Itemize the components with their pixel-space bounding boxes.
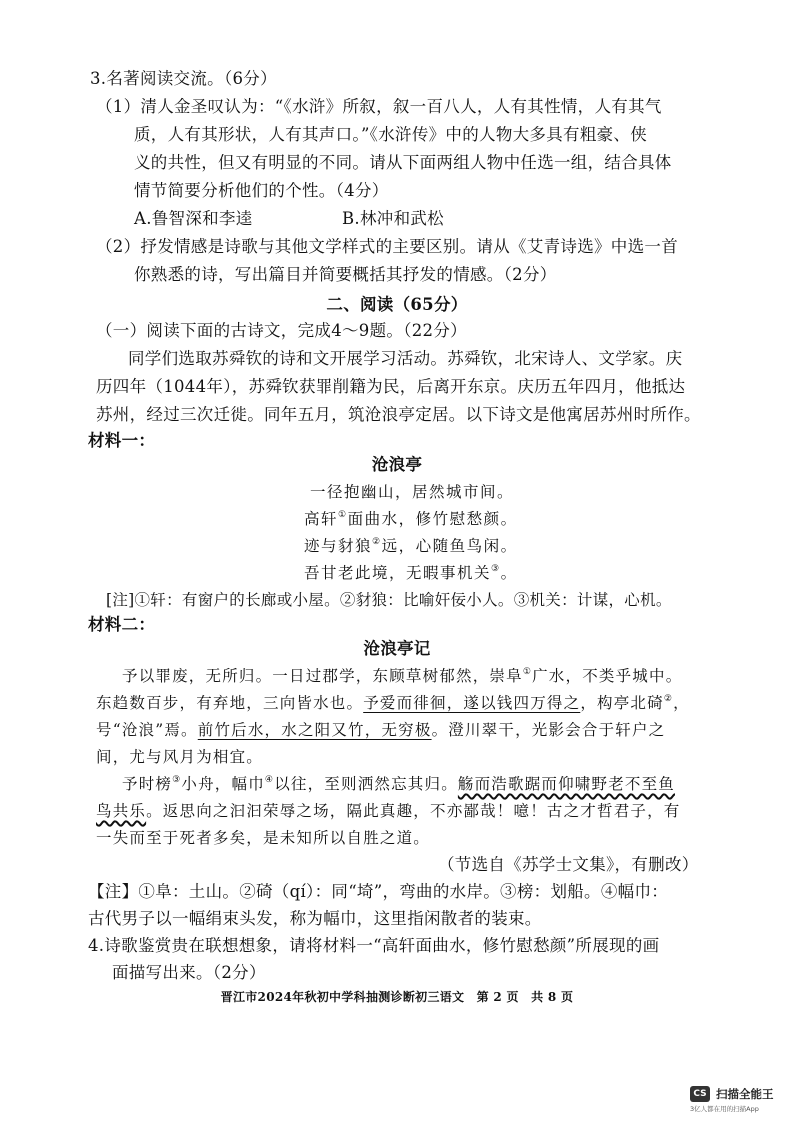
essay-line5: 予时榜③小舟，幅巾④以往，至则洒然忘其归。觞而浩歌踞而仰啸野老不至鱼 <box>122 775 675 793</box>
essay-line6: 鸟共乐。返思向之汩汩荣辱之场，隔此真趣，不亦鄙哉！噫！古之才哲君子，有 <box>96 802 681 820</box>
essay-source: （节选自《苏学士文集》，有删改） <box>438 855 699 874</box>
q3-option-a: A.鲁智深和李逵 <box>134 209 253 228</box>
camscanner-logo-icon: CS <box>690 1086 710 1102</box>
underlined-sentence-1: 予爱而徘徊，遂以钱四万得之 <box>363 694 581 712</box>
wavy-sentence: 觞而浩歌踞而仰啸野老不至鱼 <box>457 775 675 793</box>
intro-line1: 同学们选取苏舜钦的诗和文开展学习活动。苏舜钦，北宋诗人、文学家。庆 <box>128 349 683 368</box>
material2-label: 材料二： <box>88 615 156 634</box>
page-footer: 晋江市2024年秋初中学科抽测诊断初三语文 第 2 页 共 8 页 <box>220 990 574 1004</box>
scanner-watermark <box>690 1086 774 1102</box>
essay-line2: 东趋数百步，有弃地，三向皆水也。予爱而徘徊，遂以钱四万得之，构亭北碕②， <box>96 694 690 712</box>
essay-line3: 号“沧浪”焉。前竹后水，水之阳又竹，无穷极。澄川翠干，光影会合于轩户之 <box>96 721 666 739</box>
essay-title: 沧浪亭记 <box>363 639 431 658</box>
wavy-sentence-end: 鸟共乐 <box>96 802 147 820</box>
poem-note: [注]①轩：有窗户的长廊或小屋。②豺狼：比喻奸佞小人。③机关：计谋，心机。 <box>106 591 672 609</box>
intro-line2: 历四年（1044年），苏舜钦获罪削籍为民，后离开东京。庆历五年四月，他抵达 <box>96 377 686 396</box>
q3-p2-line1: （2）抒发情感是诗歌与其他文学样式的主要区别。请从《艾青诗选》中选一首 <box>96 237 678 256</box>
underlined-sentence-2: 前竹后水，水之阳又竹，无穷极 <box>197 721 432 739</box>
poem-title: 沧浪亭 <box>371 455 423 474</box>
q3-heading: 3.名著阅读交流。（6分） <box>90 69 277 88</box>
poem-line1: 一径抱幽山，居然城市间。 <box>310 483 515 501</box>
poem-line4: 吾甘老此境，无暇事机关③。 <box>304 564 518 582</box>
essay-line4: 间，尤与风月为相宜。 <box>96 748 264 766</box>
essay-note2: 古代男子以一幅绢束头发，称为幅巾，这里指闲散者的装束。 <box>88 909 542 928</box>
q3-p1-line2: 质，人有其形状，人有其声口。”《水浒传》中的人物大多具有粗豪、侠 <box>134 125 648 144</box>
q3-p1-line4: 情节简要分析他们的个性。（4分） <box>134 181 389 200</box>
essay-line1: 予以罪废，无所归。一日过郡学，东顾草树郁然，崇阜①广水，不类乎城中。 <box>122 667 683 685</box>
section-sub: （一）阅读下面的古诗文，完成4～9题。（22分） <box>96 321 467 340</box>
q3-p1-line3: 义的共性，但又有明显的不同。请从下面两组人物中任选一组，结合具体 <box>134 153 672 172</box>
essay-note1: 【注】①阜：土山。②碕（qí）：同“埼”，弯曲的水岸。③榜：划船。④幅巾： <box>88 882 669 901</box>
material1-label: 材料一： <box>88 431 156 450</box>
q3-option-b: B.林冲和武松 <box>342 209 444 228</box>
q3-p2-line2: 你熟悉的诗，写出篇目并简要概括其抒发的情感。（2分） <box>134 265 557 284</box>
camscanner-text: 扫描全能王 <box>716 1087 774 1101</box>
camscanner-subtext: 3亿人都在用的扫描App <box>690 1105 759 1113</box>
section-title: 二、阅读（65分） <box>326 295 468 314</box>
essay-line7: 一失而至于死者多矣，是未知所以自胜之道。 <box>96 829 431 847</box>
q4-line2: 面描写出来。（2分） <box>112 963 266 982</box>
poem-line2: 高轩①面曲水，修竹慰愁颜。 <box>304 510 518 528</box>
intro-line3: 苏州，经过三次迁徙。同年五月，筑沧浪亭定居。以下诗文是他寓居苏州时所作。 <box>96 405 701 424</box>
q3-p1-line1: （1）清人金圣叹认为：“《水浒》所叙，叙一百八人，人有其性情，人有其气 <box>96 97 662 116</box>
q4-line1: 4.诗歌鉴赏贵在联想想象，请将材料一“高轩面曲水，修竹慰愁颜”所展现的画 <box>88 936 660 955</box>
poem-line3: 迹与豺狼②远，心随鱼鸟闲。 <box>304 537 518 555</box>
